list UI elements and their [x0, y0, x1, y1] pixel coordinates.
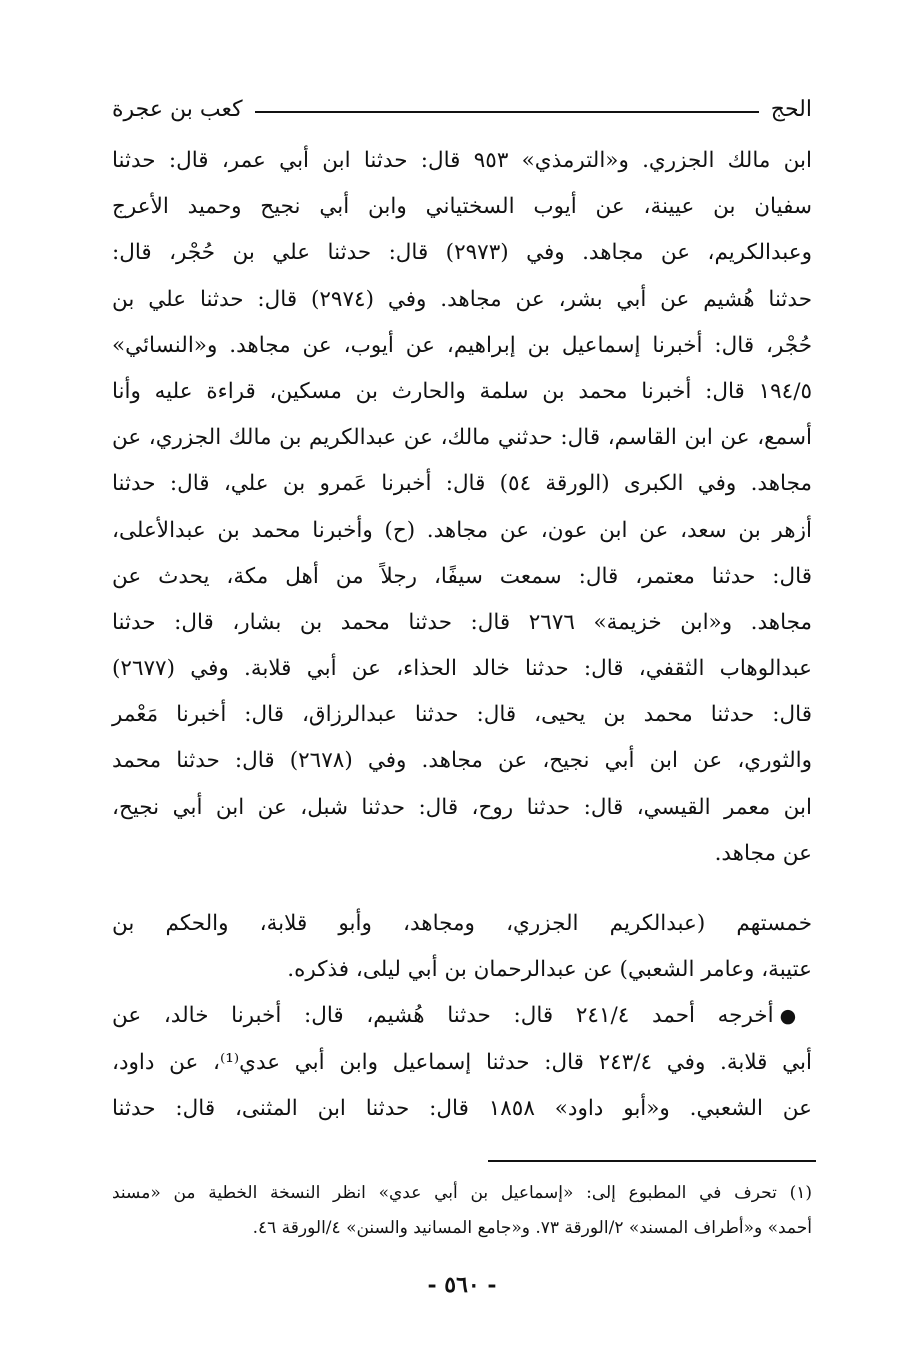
summary-line: عتيبة، وعامر الشعبي) عن عبدالرحمان بن أبي ليلى، فذكره. [287, 957, 812, 983]
page-number: - ٥٦٠ - [427, 1272, 497, 1298]
main-text [112, 138, 812, 1132]
takhrij-line: عن الشعبي. و«أبو داود» ١٨٥٨ قال: حدثنا ابن المثنى، قال: حدثنا [112, 1095, 812, 1121]
text-line: ابن مالك الجزري. و«الترمذي» ٩٥٣ قال: حدثنا ابن أبي عمر، قال: حدثنا [112, 148, 813, 173]
text-line: وعبدالكريم، عن مجاهد. وفي (٢٩٧٣) قال: حدثنا علي بن حُجْر، قال: [112, 240, 812, 266]
text-line: حُجْر، قال: أخبرنا إسماعيل بن إبراهيم، عن أيوب، عن مجاهد. و«النسائي» [112, 332, 812, 358]
text-line: عن مجاهد. [714, 840, 812, 866]
footnote-separator [488, 1160, 816, 1162]
text-line: عبدالوهاب الثقفي، قال: حدثنا خالد الحذاء، عن أبي قلابة. وفي (٢٦٧٧) [112, 656, 812, 682]
running-header [112, 92, 812, 126]
text-line: قال: حدثنا معتمر، قال: سمعت سيفًا، رجلاً من أهل مكة، يحدث عن [112, 563, 812, 589]
takhrij-text: أخرجه أحمد ٢٤١/٤ قال: حدثنا هُشيم، قال: أخبرنا خالد، عن [112, 1003, 774, 1029]
text-line: سفيان بن عيينة، عن أيوب السختياني وابن أبي نجيح وحميد الأعرج [112, 194, 812, 220]
header-rule [255, 111, 759, 113]
text-line: أسمع، عن ابن القاسم، قال: حدثني مالك، عن عبدالكريم بن مالك الجزري، عن [112, 425, 812, 451]
text-line: مجاهد. و«ابن خزيمة» ٢٦٧٦ قال: حدثنا محمد بن بشار، قال: حدثنا [112, 609, 813, 635]
text-line: مجاهد. وفي الكبرى (الورقة ٥٤) قال: أخبرنا عَمرو بن علي، قال: حدثنا [112, 471, 812, 497]
summary-line: خمستهم (عبدالكريم الجزري، ومجاهد، وأبو قلابة، والحكم بن [112, 911, 812, 936]
text-line: حدثنا هُشيم عن أبي بشر، عن مجاهد. وفي (٢٩٧٤) قال: حدثنا علي بن [112, 286, 812, 312]
text-line: ابن معمر القيسي، قال: حدثنا روح، قال: حدثنا شبل، عن ابن أبي نجيح، [112, 794, 812, 820]
footnote-line: (١) تحرف في المطبوع إلى: «إسماعيل بن أبي عدي» انظر النسخة الخطية من «مسند [112, 1183, 812, 1203]
text-line: أزهر بن سعد، عن ابن عون، عن مجاهد. (ح) وأخبرنا محمد بن عبدالأعلى، [112, 517, 812, 543]
paragraph-gap [112, 877, 812, 901]
text-line: ١٩٤/٥ قال: أخبرنا محمد بن سلمة والحارث بن مسكين، قراءة عليه وأنا [112, 378, 812, 404]
footnotes [112, 1176, 812, 1246]
text-line: والثوري، عن ابن أبي نجيح، عن مجاهد. وفي (٢٦٧٨) قال: حدثنا محمد [112, 748, 812, 774]
takhrij-line [112, 993, 812, 1039]
bullet-icon: ● [779, 1005, 812, 1028]
header-companion-name: كعب بن عجرة [112, 96, 243, 122]
text-line: قال: حدثنا محمد بن يحيى، قال: حدثنا عبدالرزاق، قال: أخبرنا مَعْمر [112, 702, 812, 728]
header-chapter-title: الحج [770, 96, 812, 122]
takhrij-line: أبي قلابة. وفي ٢٤٣/٤ قال: حدثنا إسماعيل وابن أبي عدي⁽¹⁾، عن داود، [112, 1049, 813, 1075]
footnote-line: أحمد» و«أطراف المسند» ٢/الورقة ٧٣. و«جامع المسانيد والسنن» ٤/الورقة ٤٦. [252, 1218, 812, 1238]
